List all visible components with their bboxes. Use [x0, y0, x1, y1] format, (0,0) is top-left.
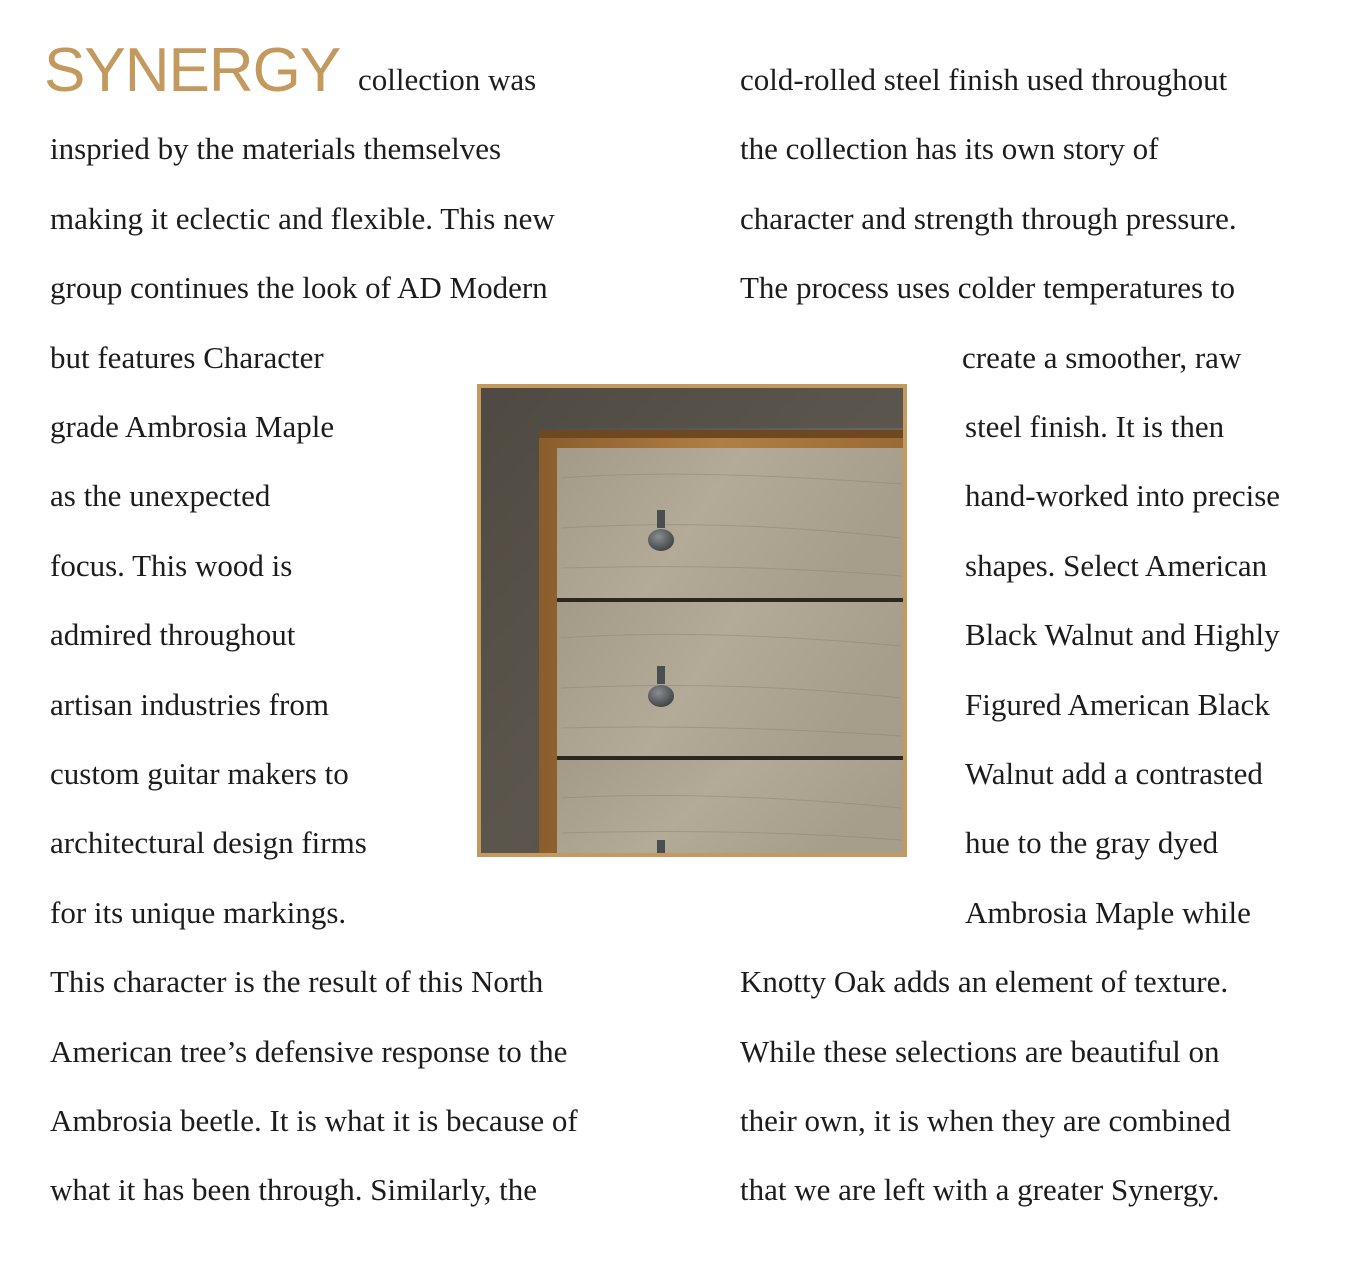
left-column-line: as the unexpected: [50, 478, 271, 513]
right-column-line: Knotty Oak adds an element of texture.: [740, 964, 1229, 999]
right-column-line: shapes. Select American: [965, 548, 1268, 583]
dresser-drawers-photo: [477, 384, 907, 857]
left-column-line: group continues the look of AD Modern: [50, 270, 548, 305]
left-column-line: American tree’s defensive response to the: [50, 1034, 568, 1069]
left-column-line: artisan industries from: [50, 687, 329, 722]
left-column-line: inspried by the materials themselves: [50, 131, 502, 166]
left-column-line: but features Character: [50, 340, 324, 375]
left-column-line: for its unique markings.: [50, 895, 347, 930]
left-column-line: making it eclectic and flexible. This new: [50, 201, 555, 236]
right-column-line: steel finish. It is then: [965, 409, 1225, 444]
right-column-line: their own, it is when they are combined: [740, 1103, 1231, 1138]
bottom-drawer: [557, 760, 903, 853]
left-column-line: architectural design firms: [50, 825, 367, 860]
right-column-line: cold-rolled steel finish used throughout: [740, 62, 1228, 97]
right-column-line: that we are left with a greater Synergy.: [740, 1172, 1220, 1207]
right-column-line: Figured American Black: [965, 687, 1270, 722]
right-column-line: the collection has its own story of: [740, 131, 1159, 166]
top-drawer: [557, 448, 903, 598]
drawer-knob: [657, 840, 665, 853]
right-column-line: While these selections are beautiful on: [740, 1034, 1220, 1069]
left-column-line: custom guitar makers to: [50, 756, 349, 791]
right-column-line: Black Walnut and Highly: [965, 617, 1280, 652]
right-column-line: character and strength through pressure.: [740, 201, 1237, 236]
left-column-line: admired throughout: [50, 617, 296, 652]
left-column-line: what it has been through. Similarly, the: [50, 1172, 538, 1207]
left-column-line: This character is the result of this North: [50, 964, 544, 999]
right-column-line: The process uses colder temperatures to: [740, 270, 1235, 305]
right-column-line: create a smoother, raw: [962, 340, 1242, 375]
right-column-line: hue to the gray dyed: [965, 825, 1219, 860]
dresser-illustration: [481, 388, 903, 853]
right-column-line: Walnut add a contrasted: [965, 756, 1263, 791]
right-column-line: Ambrosia Maple while: [965, 895, 1251, 930]
right-column-line: hand-worked into precise: [965, 478, 1281, 513]
collection-title: SYNERGY: [44, 36, 341, 105]
left-column-line: grade Ambrosia Maple: [50, 409, 335, 444]
left-column-line: focus. This wood is: [50, 548, 293, 583]
left-column-line: Ambrosia beetle. It is what it is because of: [50, 1103, 578, 1138]
left-column-line: collection was: [358, 62, 537, 97]
